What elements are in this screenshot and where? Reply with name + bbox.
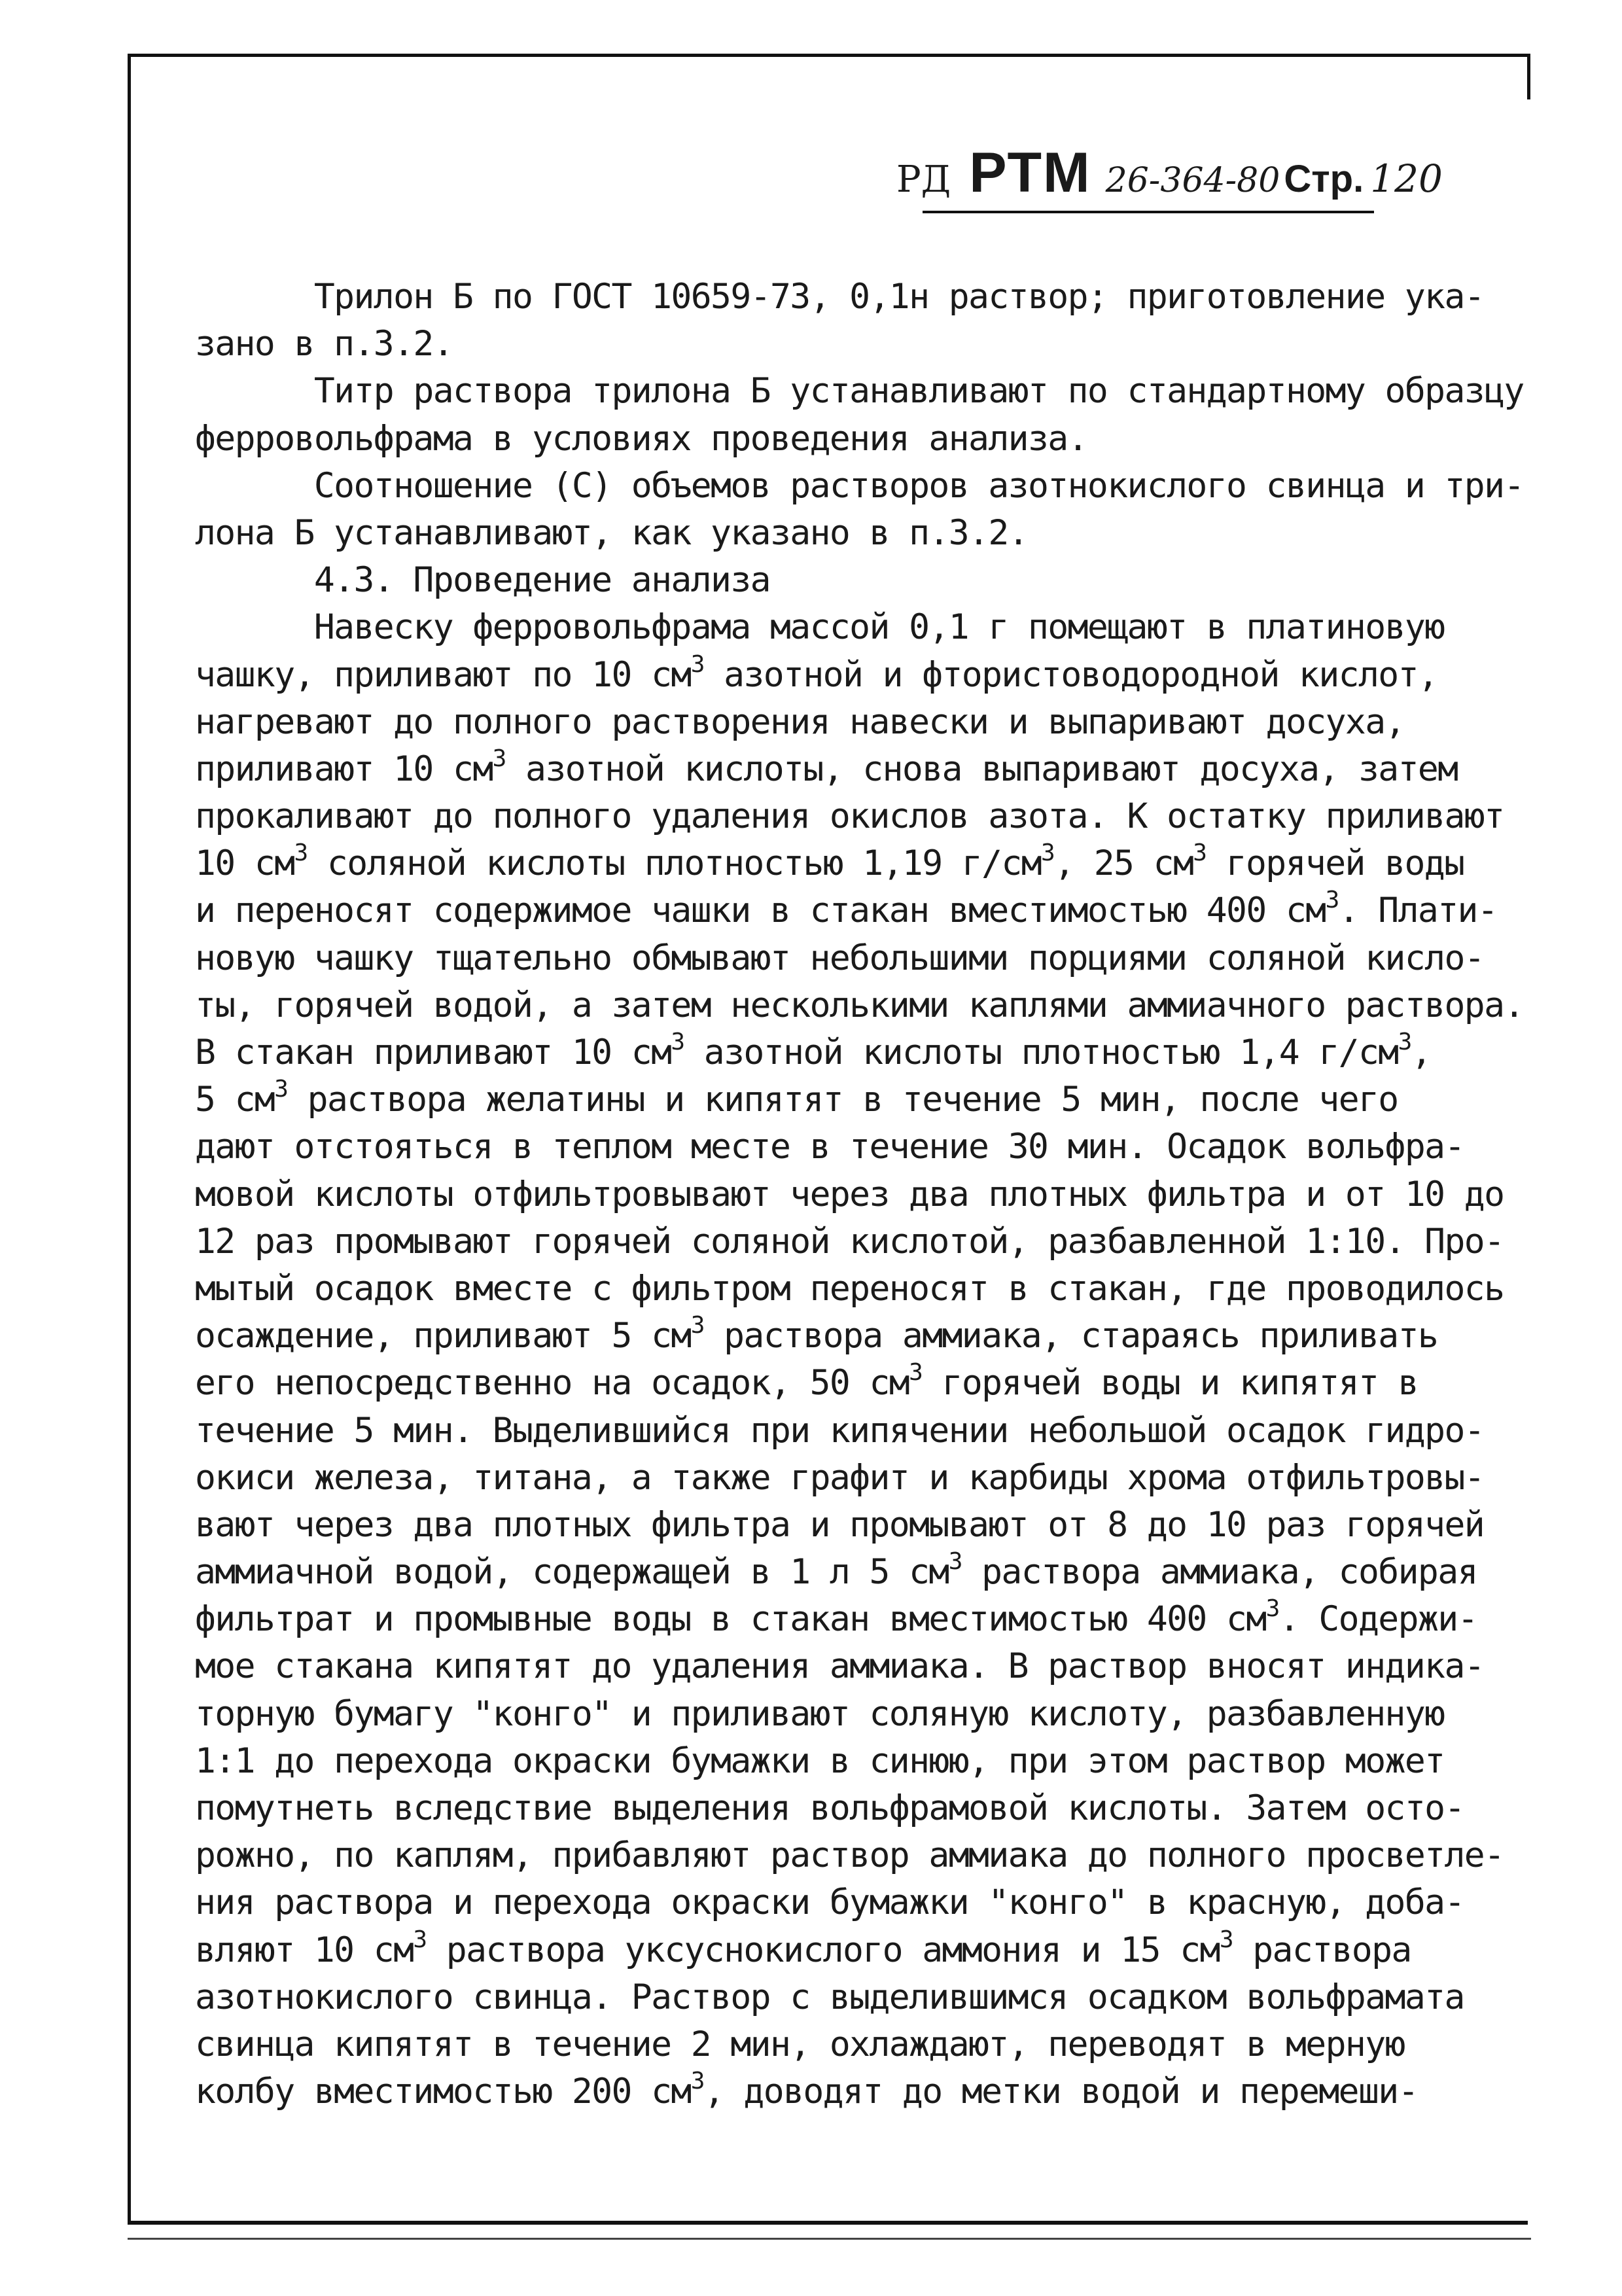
text-line xyxy=(195,1832,1517,1879)
text-line xyxy=(195,1407,1517,1455)
text-line xyxy=(195,368,1524,415)
text-line xyxy=(195,982,1524,1029)
text-segment: мытый осадок вместе с фильтром переносят в стакан, где проводилось xyxy=(195,1268,1504,1309)
text-segment: Титр раствора трилона Б устанавливают по стандартному образцу xyxy=(195,371,1524,412)
text-segment: . Содержи- xyxy=(1278,1599,1477,1640)
text-line xyxy=(195,1265,1517,1313)
text-segment: раствора желатины и кипятят в течение 5 мин, после чего xyxy=(287,1080,1398,1120)
text-segment: 10 см xyxy=(195,843,294,884)
text-segment: раствора уксуснокислого аммония и 15 см xyxy=(426,1930,1220,1970)
text-segment: ферровольфрама в условиях проведения анализа. xyxy=(195,418,1087,459)
frame-corner-mark xyxy=(1527,54,1530,99)
text-segment: течение 5 мин. Выделившийся при кипячении небольшой осадок гидро- xyxy=(195,1410,1485,1451)
text-segment: , доводят до метки водой и перемеши- xyxy=(703,2072,1418,2112)
text-segment: прокаливают до полного удаления окислов азота. К остатку приливают xyxy=(195,796,1504,837)
text-segment: новую чашку тщательно обмывают небольшими порциями соляной кисло- xyxy=(195,938,1485,978)
superscript: 3 xyxy=(492,745,506,772)
text-line xyxy=(195,1076,1517,1123)
text-segment: . Плати- xyxy=(1338,891,1498,931)
text-line xyxy=(195,1455,1517,1502)
text-segment: его непосредственно на осадок, 50 см xyxy=(195,1363,909,1404)
text-segment: ния раствора и перехода окраски бумажки "конго" в красную, доба- xyxy=(195,1882,1464,1923)
text-segment: нагревают до полного растворения навески и выпаривают досуха, xyxy=(195,701,1405,742)
text-line xyxy=(195,274,1517,321)
text-segment: вают через два плотных фильтра и промывают от 8 до 10 раз горячей xyxy=(195,1504,1485,1545)
superscript: 3 xyxy=(413,1926,427,1953)
text-line xyxy=(195,1029,1517,1076)
text-line xyxy=(195,321,1517,368)
text-line xyxy=(195,793,1517,840)
text-line xyxy=(195,699,1517,746)
text-segment: горячей воды и кипятят в xyxy=(922,1363,1418,1404)
text-line xyxy=(195,887,1517,934)
text-segment: раствора аммиака, собирая xyxy=(961,1552,1477,1593)
text-line xyxy=(195,1785,1517,1832)
text-segment: лона Б устанавливают, как указано в п.3.2. xyxy=(195,512,1028,553)
text-line xyxy=(195,1691,1517,1738)
text-line xyxy=(195,935,1517,982)
superscript: 3 xyxy=(690,1312,704,1339)
text-line xyxy=(195,1974,1517,2021)
text-segment: помутнеть вследствие выделения вольфрамовой кислоты. Затем осто- xyxy=(195,1788,1464,1828)
text-segment: , 25 см xyxy=(1054,843,1193,884)
superscript: 3 xyxy=(690,2068,704,2095)
text-segment: Соотношение (С) объемов растворов азотнокислого свинца и три- xyxy=(195,465,1524,506)
text-line xyxy=(195,1596,1517,1643)
text-segment: Трилон Б по ГОСТ 10659-73, 0,1н раствор; приготовление ука- xyxy=(195,277,1485,317)
text-segment: приливают 10 см xyxy=(195,749,493,789)
text-segment: азотной кислоты плотностью 1,4 г/см xyxy=(684,1033,1398,1072)
superscript: 3 xyxy=(1041,839,1055,867)
text-segment: фильтрат и промывные воды в стакан вместимостью 400 см xyxy=(195,1599,1266,1640)
text-segment: ты, горячей водой, а затем несколькими каплями аммиачного раствора. xyxy=(195,985,1524,1025)
superscript: 3 xyxy=(294,839,308,867)
text-segment: В стакан приливают 10 см xyxy=(195,1033,671,1072)
text-line xyxy=(195,1738,1517,1785)
text-segment: соляной кислоты плотностью 1,19 г/см xyxy=(307,843,1042,884)
text-segment: колбу вместимостью 200 см xyxy=(195,2072,691,2112)
body-text xyxy=(195,274,1524,2115)
text-line xyxy=(195,415,1517,463)
text-line xyxy=(195,1218,1517,1265)
text-line xyxy=(195,840,1517,887)
text-segment: азотнокислого свинца. Раствор с выделившимся осадком вольфрамата xyxy=(195,1977,1464,2017)
text-line xyxy=(195,2068,1517,2115)
superscript: 3 xyxy=(948,1548,962,1576)
text-segment: раствора xyxy=(1232,1930,1411,1970)
text-segment: окиси железа, титана, а также графит и карбиды хрома отфильтровы- xyxy=(195,1457,1485,1498)
text-segment: , xyxy=(1411,1033,1432,1072)
header-underline xyxy=(923,211,1374,213)
header-rd: РД xyxy=(896,158,951,201)
text-line xyxy=(195,1360,1517,1407)
text-line xyxy=(195,510,1517,557)
text-line xyxy=(195,1123,1517,1171)
superscript: 3 xyxy=(1325,887,1339,914)
text-segment: свинца кипятят в течение 2 мин, охлаждают, переводят в мерную xyxy=(195,2024,1405,2064)
text-segment: 4.3. Проведение анализа xyxy=(195,560,770,601)
text-segment: раствора аммиака, стараясь приливать xyxy=(703,1316,1438,1356)
superscript: 3 xyxy=(1398,1029,1411,1055)
text-segment: Навеску ферровольфрама массой 0,1 г помещают в платиновую xyxy=(195,607,1445,648)
superscript: 3 xyxy=(690,650,704,678)
superscript: 3 xyxy=(909,1359,923,1386)
superscript: 3 xyxy=(1219,1926,1233,1953)
text-segment: зано в п.3.2. xyxy=(195,324,453,364)
text-line xyxy=(195,1313,1517,1360)
header-doc-number: 26-364-80 xyxy=(1105,161,1280,200)
text-segment: мое стакана кипятят до удаления аммиака. В раствор вносят индика- xyxy=(195,1646,1485,1687)
text-segment: чашку, приливают по 10 см xyxy=(195,654,691,695)
text-segment: рожно, по каплям, прибавляют раствор аммиака до полного просветле- xyxy=(195,1835,1504,1876)
superscript: 3 xyxy=(1193,839,1207,867)
text-segment: мовой кислоты отфильтровывают через два плотных фильтра и от 10 до xyxy=(195,1174,1504,1214)
text-line xyxy=(195,557,1517,604)
text-line xyxy=(195,463,1524,510)
text-line xyxy=(195,1643,1517,1690)
text-segment: осаждение, приливают 5 см xyxy=(195,1316,691,1356)
bottom-rule xyxy=(128,2238,1531,2240)
header-page-label: Стр. xyxy=(1284,158,1364,200)
text-segment: и переносят содержимое чашки в стакан вместимостью 400 см xyxy=(195,891,1326,931)
text-segment: аммиачной водой, содержащей в 1 л 5 см xyxy=(195,1552,949,1593)
text-segment: азотной кислоты, снова выпаривают досуха, затем xyxy=(505,749,1458,789)
text-line xyxy=(195,652,1517,699)
text-segment: горячей воды xyxy=(1206,843,1464,884)
superscript: 3 xyxy=(274,1076,288,1103)
superscript: 3 xyxy=(1265,1595,1279,1623)
text-segment: 12 раз промывают горячей соляной кислотой, разбавленной 1:10. Про- xyxy=(195,1221,1504,1262)
header-page-number: 120 xyxy=(1370,156,1443,201)
text-segment: вляют 10 см xyxy=(195,1930,414,1970)
text-line xyxy=(195,1927,1517,1974)
text-line xyxy=(195,1879,1517,1926)
superscript: 3 xyxy=(671,1029,684,1055)
text-line xyxy=(195,1502,1517,1549)
text-segment: торную бумагу "конго" и приливают соляную кислоту, разбавленную xyxy=(195,1693,1445,1734)
document-header xyxy=(896,141,1443,213)
text-line xyxy=(195,604,1517,651)
text-line xyxy=(195,1171,1517,1218)
text-line xyxy=(195,2021,1517,2068)
header-rtm: РТМ xyxy=(969,141,1091,204)
text-segment: 5 см xyxy=(195,1080,275,1120)
text-segment: дают отстояться в теплом месте в течение 30 мин. Осадок вольфра- xyxy=(195,1127,1464,1167)
text-segment: азотной и фтористоводородной кислот, xyxy=(703,654,1438,695)
text-line xyxy=(195,746,1517,793)
text-line xyxy=(195,1549,1517,1596)
text-segment: 1:1 до перехода окраски бумажки в синюю, при этом раствор может xyxy=(195,1740,1445,1781)
